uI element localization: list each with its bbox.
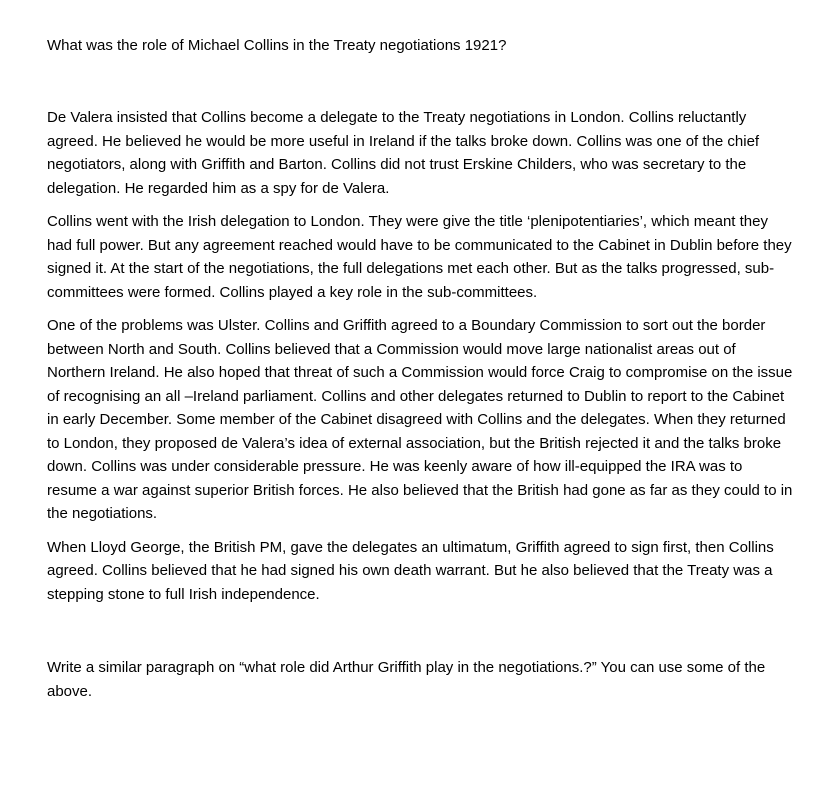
paragraph-ulster-problem: One of the problems was Ulster. Collins and Griffith agreed to a Boundary Commission to sort out the border between North and South. Collins believed that a Commission would move large nationalist areas out of Northern Ireland. He also hoped that threat of such a Commission would force Craig to compromise on the issue of recognising an all –Ireland parliament. Collins and other delegates returned to Dublin to report to the Cabinet in early December. Some member of the Cabinet disagreed with Collins and the delegates. When they returned to London, they proposed de Valera’s idea of external association, but the British rejected it and the talks broke down. Collins was under considerable pressure. He was keenly aware of how ill-equipped the IRA was to resume a war against superior British forces. He also believed that the British had gone as far as they could to in the negotiations. bbox=[47, 317, 793, 522]
spacer bbox=[47, 304, 795, 314]
paragraph-london-delegation: Collins went with the Irish delegation to London. They were give the title ‘plenipotentiaries’, which meant they had full power. But any agreement reached would have to be communicated to the Cabinet in Dublin before they signed it. At the start of the negotiations, the full delegations met each other. But as the talks progressed, sub-committees were formed. Collins played a key role in the sub-committees. bbox=[47, 213, 792, 301]
paragraph-ultimatum: When Lloyd George, the British PM, gave the delegates an ultimatum, Griffith agreed to sign first, then Collins agreed. Collins believed that he had signed his own death warrant. But he also believed that the Treaty was a stepping stone to full Irish independence. bbox=[47, 538, 774, 603]
paragraph-delegate-role: De Valera insisted that Collins become a delegate to the Treaty negotiations in London. Collins reluctantly agreed. He believed he would be more useful in Ireland if the talks broke down. Collins was one of the chief negotiators, along with Griffith and Barton. Collins did not trust Erskine Childers, who was secretary to the delegation. He regarded him as a spy for de Valera. bbox=[47, 109, 760, 197]
document-page bbox=[47, 34, 795, 703]
spacer bbox=[47, 606, 795, 656]
task-instruction: Write a similar paragraph on “what role did Arthur Griffith play in the negotiations.?” You can use some of the above. bbox=[47, 659, 766, 700]
document-heading: What was the role of Michael Collins in the Treaty negotiations 1921? bbox=[47, 37, 507, 54]
spacer bbox=[47, 58, 795, 106]
spacer bbox=[47, 526, 795, 536]
spacer bbox=[47, 200, 795, 210]
